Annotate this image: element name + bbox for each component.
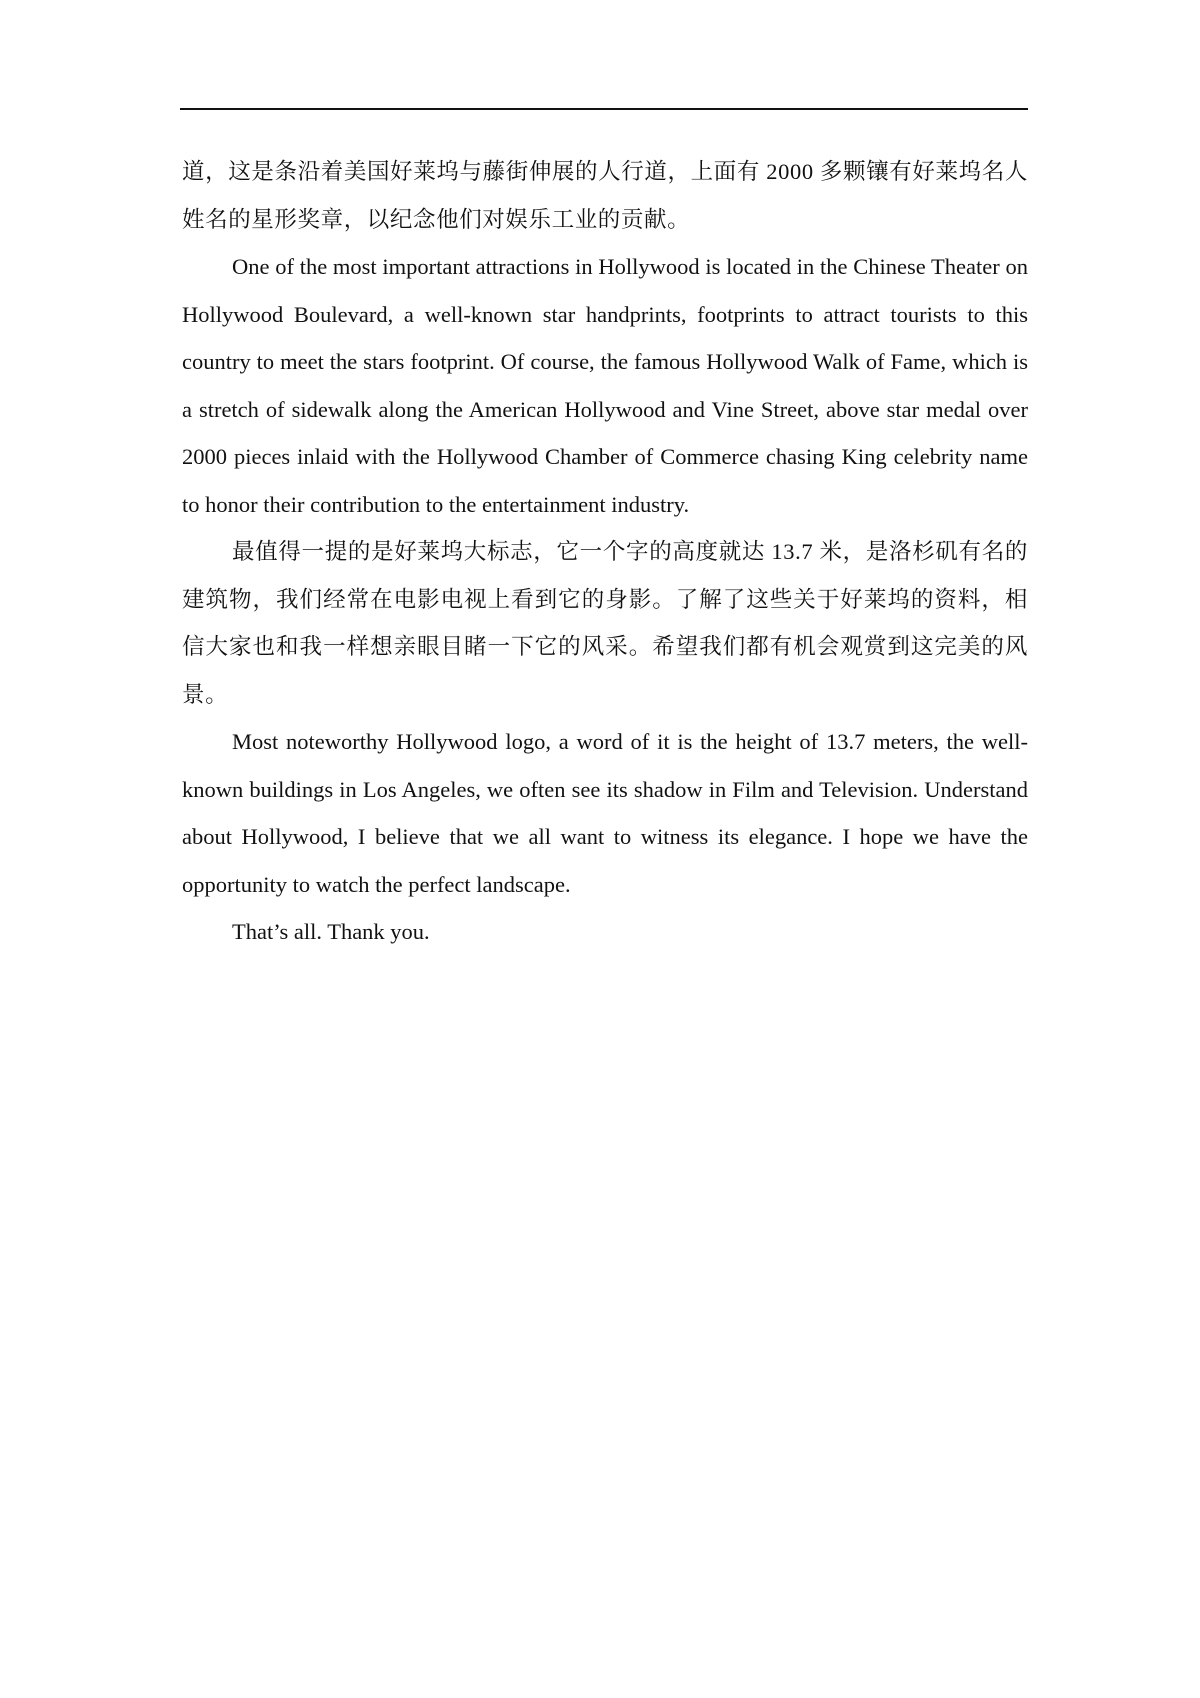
document-body xyxy=(182,148,1028,956)
paragraph-chinese-walk-of-fame: 道，这是条沿着美国好莱坞与藤街伸展的人行道，上面有 2000 多颗镶有好莱坞名人姓名的星形奖章，以纪念他们对娱乐工业的贡献。 xyxy=(182,159,1028,232)
paragraph-closing: That’s all. Thank you. xyxy=(232,919,430,944)
paragraph-english-attractions: One of the most important attractions in Hollywood is located in the Chinese Theater on Hollywood Boulevard, a well-known star handprints, footprints to attract tourists to this country to meet the stars footprint. Of course, the famous Hollywood Walk of Fame, which is a stretch of sidewalk along the American Hollywood and Vine Street, above star medal over 2000 pieces inlaid with the Hollywood Chamber of Commerce chasing King celebrity name to honor their contribution to the entertainment industry. xyxy=(182,254,1028,517)
paragraph-chinese-hollywood-sign: 最值得一提的是好莱坞大标志，它一个字的高度就达 13.7 米，是洛杉矶有名的建筑物，我们经常在电影电视上看到它的身影。了解了这些关于好莱坞的资料，相信大家也和我一样想亲眼目睹一下它的风采。希望我们都有机会观赏到这完美的风景。 xyxy=(182,539,1028,707)
header-rule xyxy=(180,108,1028,110)
paragraph-english-hollywood-sign: Most noteworthy Hollywood logo, a word of it is the height of 13.7 meters, the well-known buildings in Los Angeles, we often see its shadow in Film and Television. Understand about Hollywood, I believe that we all want to witness its elegance. I hope we have the opportunity to watch the perfect landscape. xyxy=(182,729,1028,897)
